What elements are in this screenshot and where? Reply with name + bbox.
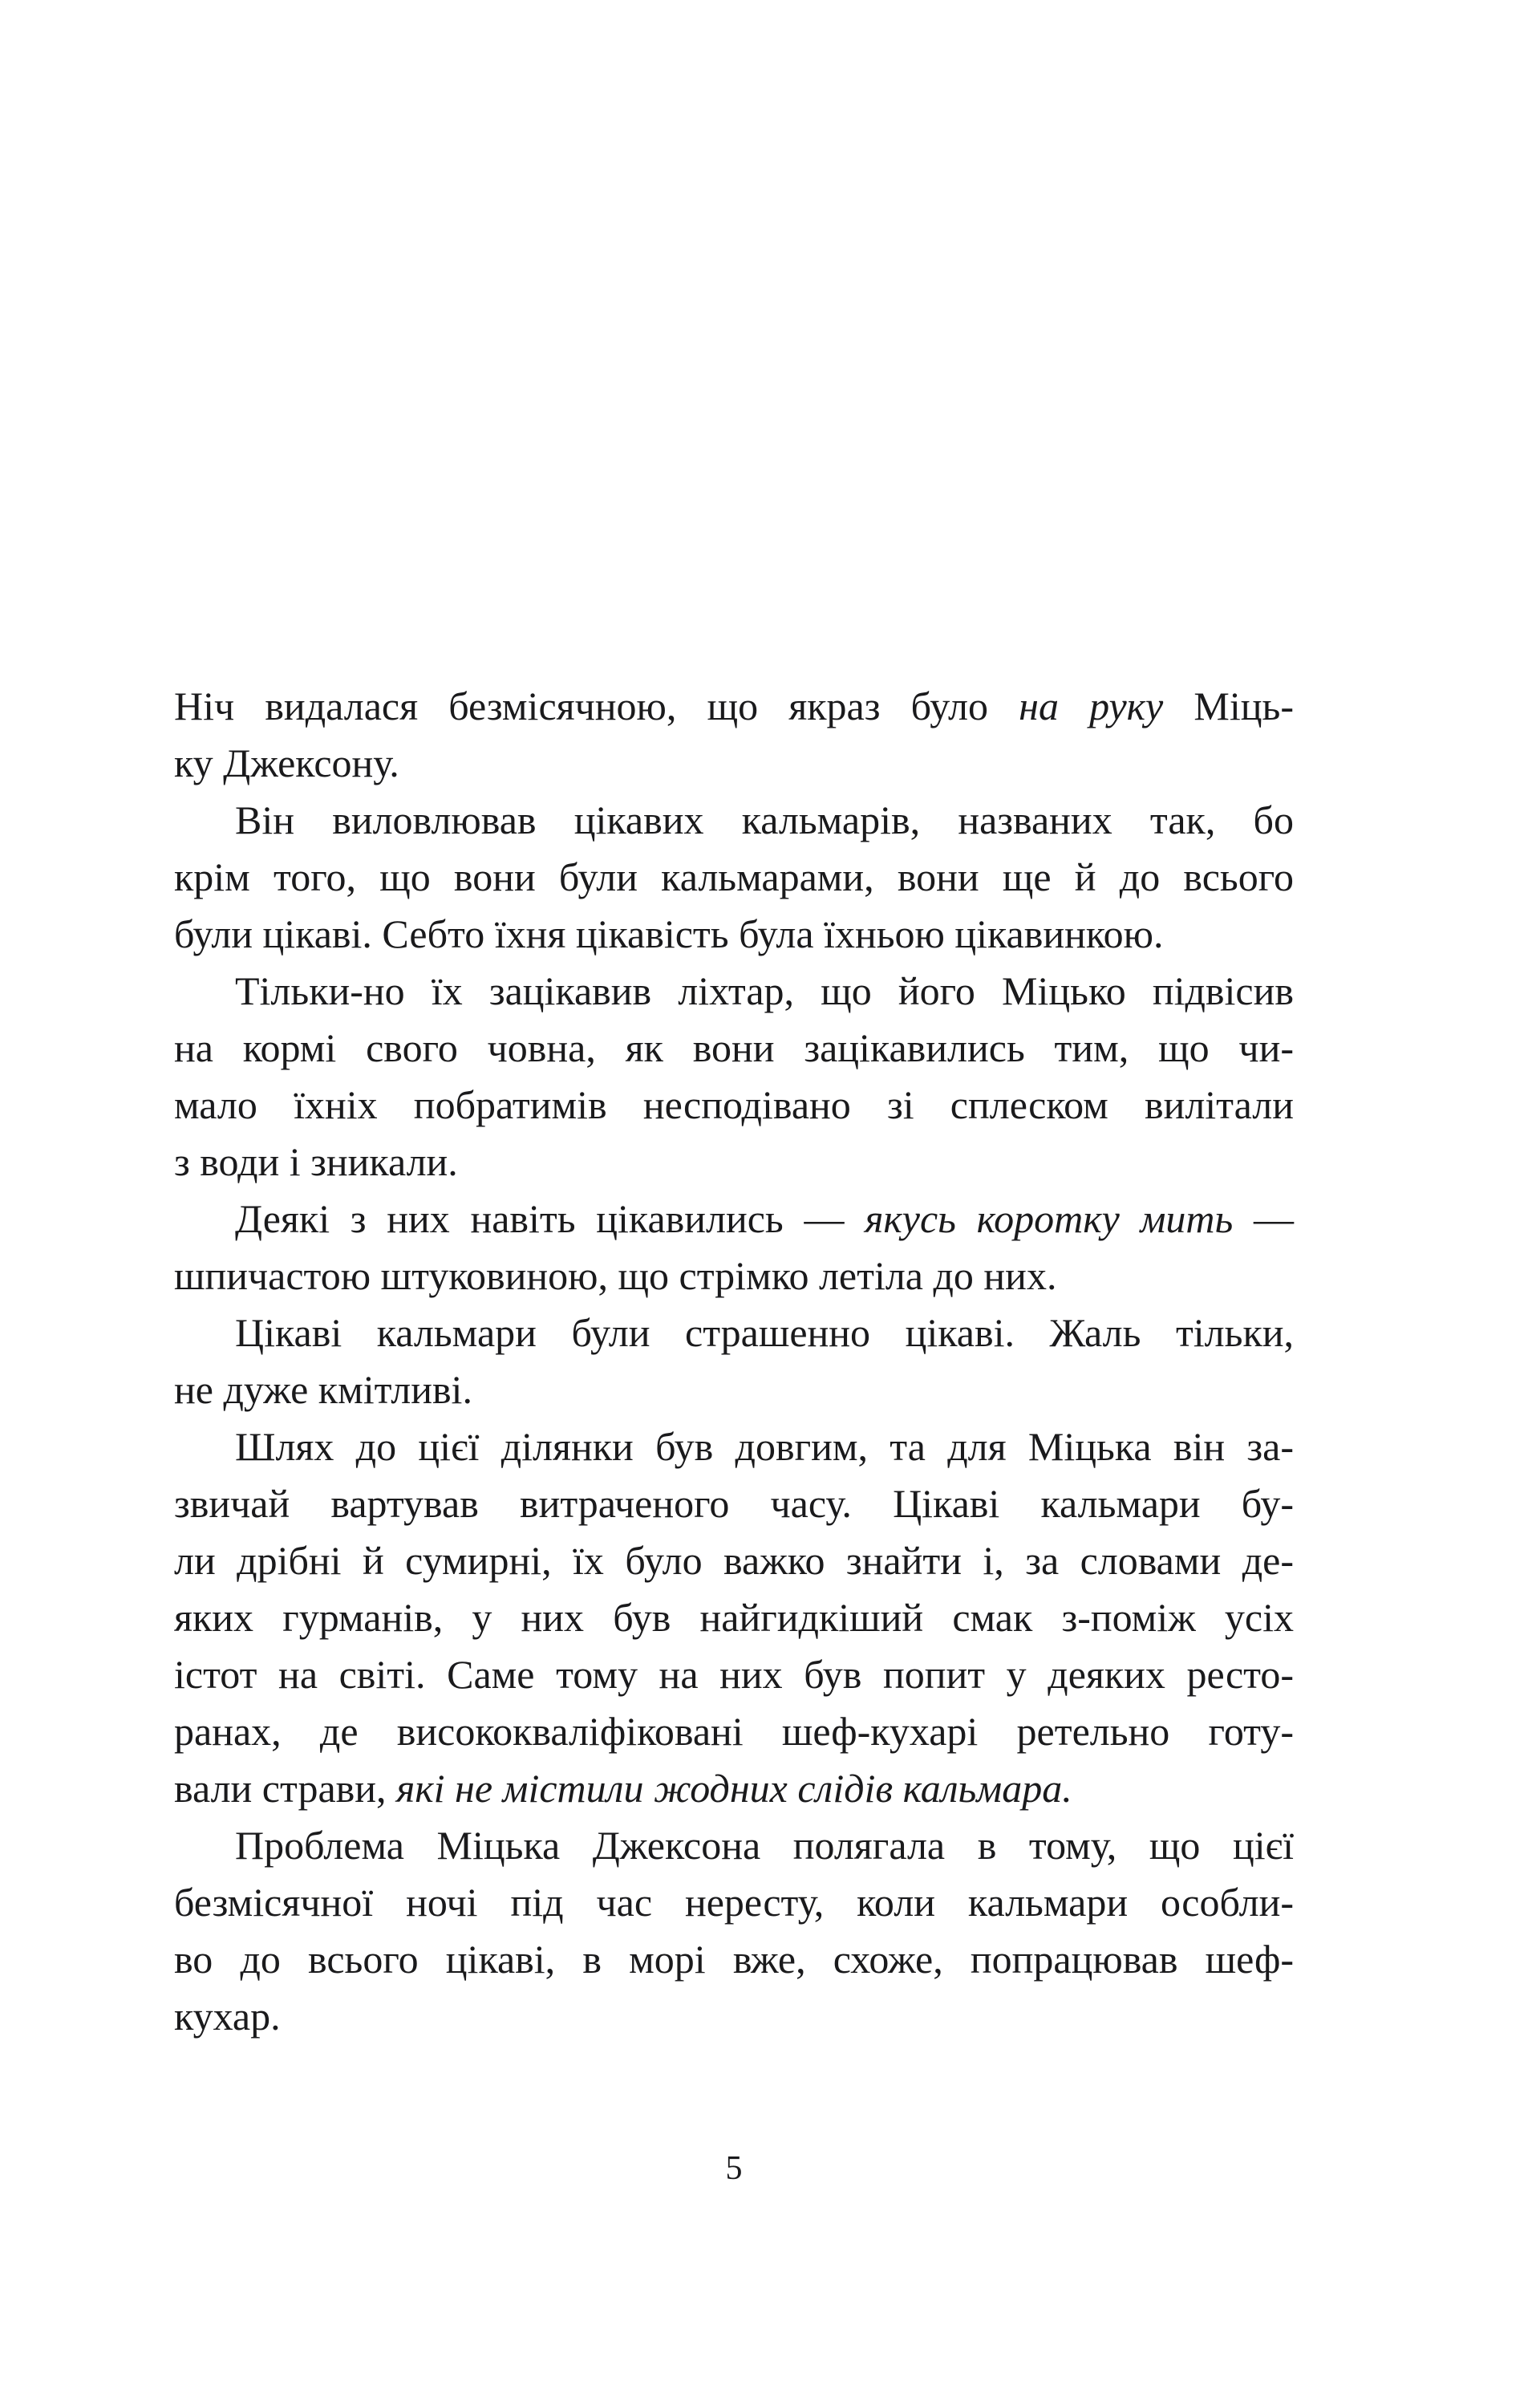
text-line <box>174 678 1294 735</box>
text-segment: Тільки-но їх зацікавив ліхтар, що його Міцько підвісив <box>235 968 1294 1013</box>
text-line <box>174 1248 1294 1304</box>
text-line <box>174 1646 1294 1703</box>
text-line <box>174 792 1294 849</box>
text-segment: звичай вартував витраченого часу. Цікаві кальмари бу- <box>174 1481 1294 1526</box>
text-segment: не дуже кмітливі. <box>174 1367 472 1412</box>
text-segment: мало їхніх побратимів несподівано зі сплеском вилітали <box>174 1082 1294 1127</box>
text-segment: ли дрібні й сумирні, їх було важко знайти і, за словами де- <box>174 1538 1294 1583</box>
text-segment: Він виловлював цікавих кальмарів, названих так, бо <box>235 797 1294 842</box>
text-segment: Шлях до цієї ділянки був довгим, та для Міцька він за- <box>235 1424 1294 1469</box>
text-line <box>174 1191 1294 1248</box>
text-line <box>174 963 1294 1020</box>
text-line <box>174 1418 1294 1475</box>
text-segment: шпичастою штуковиною, що стрімко летіла до них. <box>174 1253 1057 1298</box>
text-line <box>174 1931 1294 1988</box>
text-segment: з води і зникали. <box>174 1139 458 1184</box>
text-segment: Проблема Міцька Джексона полягала в тому, що цієї <box>235 1823 1294 1868</box>
page-text <box>174 678 1294 2045</box>
text-line <box>174 1817 1294 1874</box>
text-line <box>174 1703 1294 1760</box>
italic-text-segment: якусь коротку мить <box>865 1196 1234 1241</box>
text-segment: були цікаві. Себто їхня цікавість була їхньою цікавинкою. <box>174 911 1164 956</box>
text-line <box>174 1020 1294 1077</box>
text-segment: ку Джексону. <box>174 740 399 785</box>
text-line <box>174 1361 1294 1418</box>
text-segment: істот на світі. Саме тому на них був попит у деяких ресто- <box>174 1652 1294 1697</box>
text-segment: Міць- <box>1163 684 1294 728</box>
text-line <box>174 849 1294 906</box>
text-line <box>174 1134 1294 1191</box>
text-segment: Деякі з них навіть цікавились — <box>235 1196 865 1241</box>
text-line <box>174 1874 1294 1931</box>
text-segment: Цікаві кальмари були страшенно цікаві. Жаль тільки, <box>235 1310 1294 1355</box>
text-line <box>174 1475 1294 1532</box>
text-segment: Ніч видалася безмісячною, що якраз було <box>174 684 1019 728</box>
text-line <box>174 1988 1294 2045</box>
text-segment: кухар. <box>174 1994 281 2039</box>
text-line <box>174 1760 1294 1817</box>
text-segment: — <box>1233 1196 1295 1241</box>
italic-text-segment: на руку <box>1019 684 1164 728</box>
italic-text-segment: які не містили жодних слідів кальмара. <box>396 1766 1072 1811</box>
text-segment: ранах, де висококваліфіковані шеф-кухарі ретельно готу- <box>174 1709 1294 1754</box>
text-segment: яких гурманів, у них був найгидкіший смак з-поміж усіх <box>174 1595 1294 1640</box>
text-segment: на кормі свого човна, як вони зацікавились тим, що чи- <box>174 1025 1294 1070</box>
text-segment: безмісячної ночі під час нересту, коли кальмари особли- <box>174 1880 1294 1925</box>
text-line <box>174 1589 1294 1646</box>
text-line <box>174 906 1294 963</box>
text-line <box>174 735 1294 792</box>
text-segment: вали страви, <box>174 1766 397 1811</box>
text-line <box>174 1532 1294 1589</box>
text-line <box>174 1304 1294 1361</box>
text-segment: во до всього цікаві, в морі вже, схоже, попрацював шеф- <box>174 1937 1294 1982</box>
text-line <box>174 1077 1294 1134</box>
page-number: 5 <box>725 2150 743 2187</box>
text-segment: крім того, що вони були кальмарами, вони ще й до всього <box>174 854 1294 899</box>
